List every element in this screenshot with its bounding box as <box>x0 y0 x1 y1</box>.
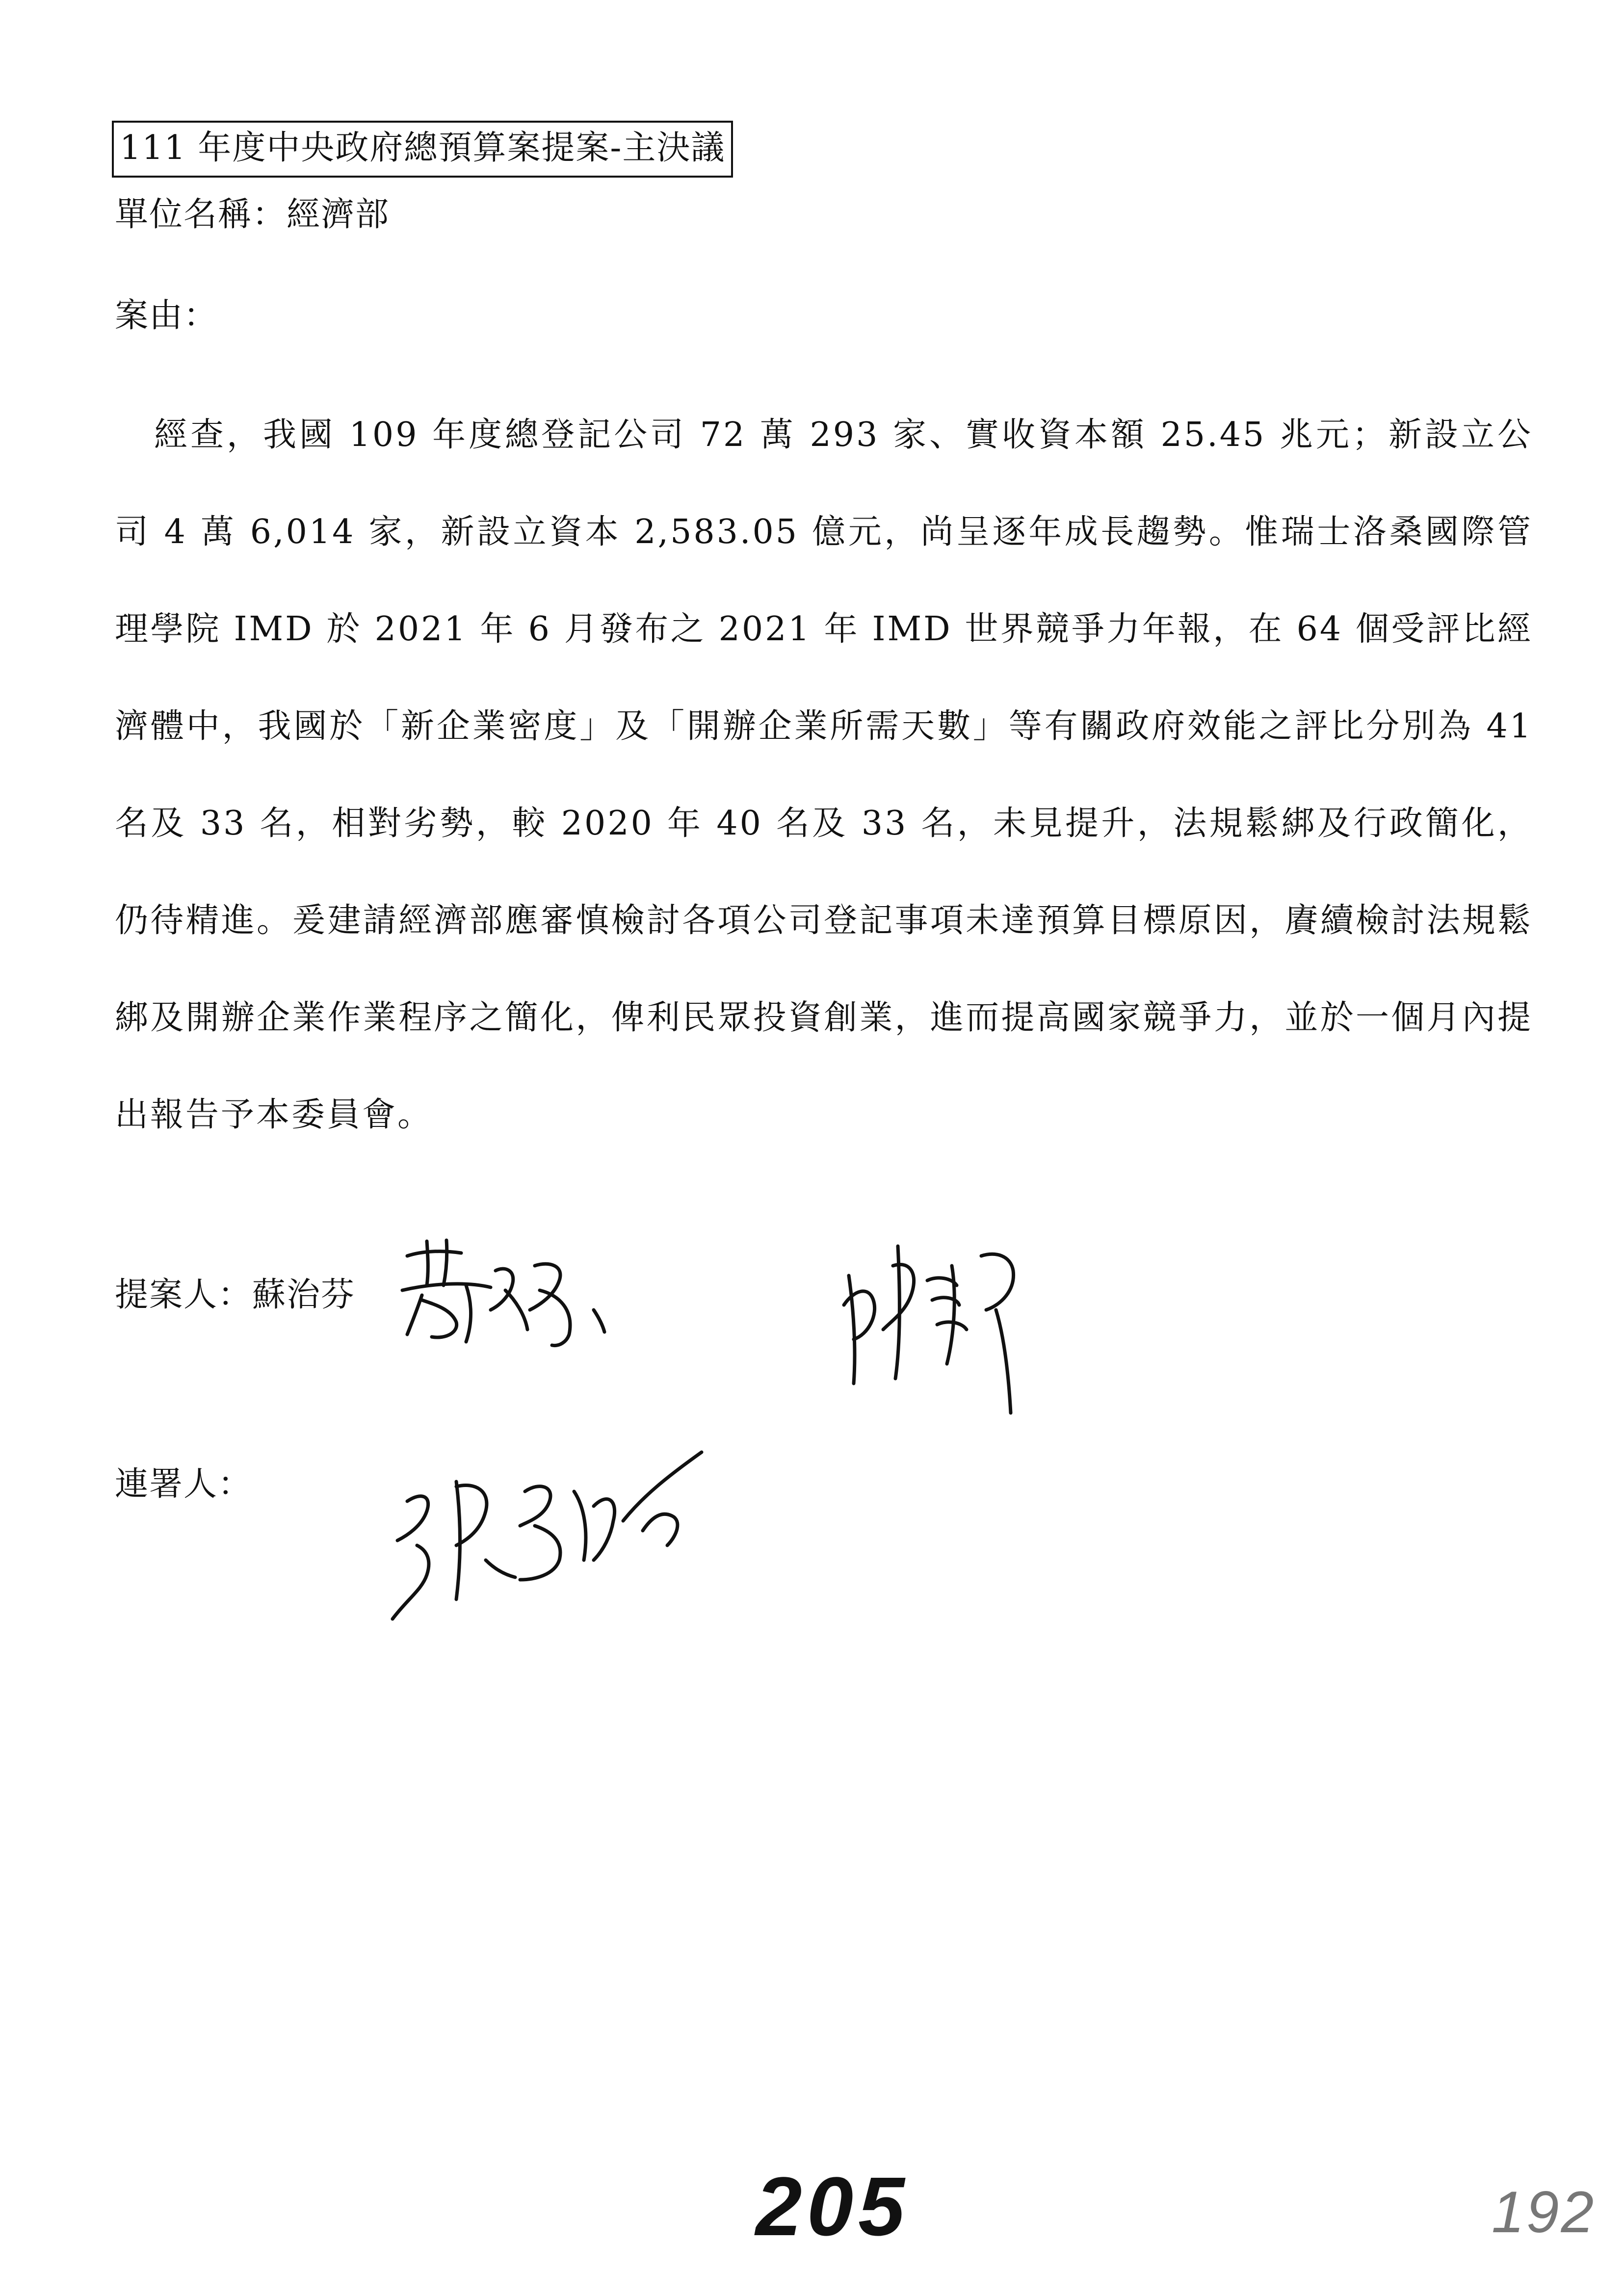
proposer-line: 提案人：蘇治芬 <box>115 1276 356 1314</box>
reason-label: 案由： <box>115 296 218 335</box>
page-number-stamp: 205 <box>756 2160 910 2253</box>
second-proposer-signature-icon <box>834 1236 1040 1423</box>
proposer-signature-icon <box>393 1236 618 1349</box>
cosigner-line: 連署人： <box>115 1465 253 1504</box>
handwritten-corner-number: 192 <box>1492 2179 1596 2245</box>
cosigner-signature-icon <box>388 1433 721 1639</box>
case-body-text: 經查，我國 109 年度總登記公司 72 萬 293 家、實收資本額 25.45 兆元；新設立公司 4 萬 6,014 家，新設立資本 2,583.05 億元，尚呈逐年成長趨勢。惟瑞士洛桑國際管理學院 IMD 於 2021 年 6 月發布之 2021 年 IMD 世界競爭力年報，在 64 個受評比經濟體中，我國於「新企業密度」及「開辦企業所需天數」等有關政府效能之評比分別為 41 名及 33 名，相對劣勢，較 2020 年 40 名及 33 名，未見提升，法規鬆綁及行政簡化，仍待精進。爰建請經濟部應審慎檢討各項公司登記事項未達預算目標原因，賡續檢討法規鬆綁及開辦企業作業程序之簡化，俾利民眾投資創業，進而提高國家競爭力，並於一個月內提出報告予本委員會。 <box>115 416 1533 1134</box>
document-title: 111 年度中央政府總預算案提案-主決議 <box>112 121 733 178</box>
unit-name-line: 單位名稱：經濟部 <box>115 195 390 234</box>
